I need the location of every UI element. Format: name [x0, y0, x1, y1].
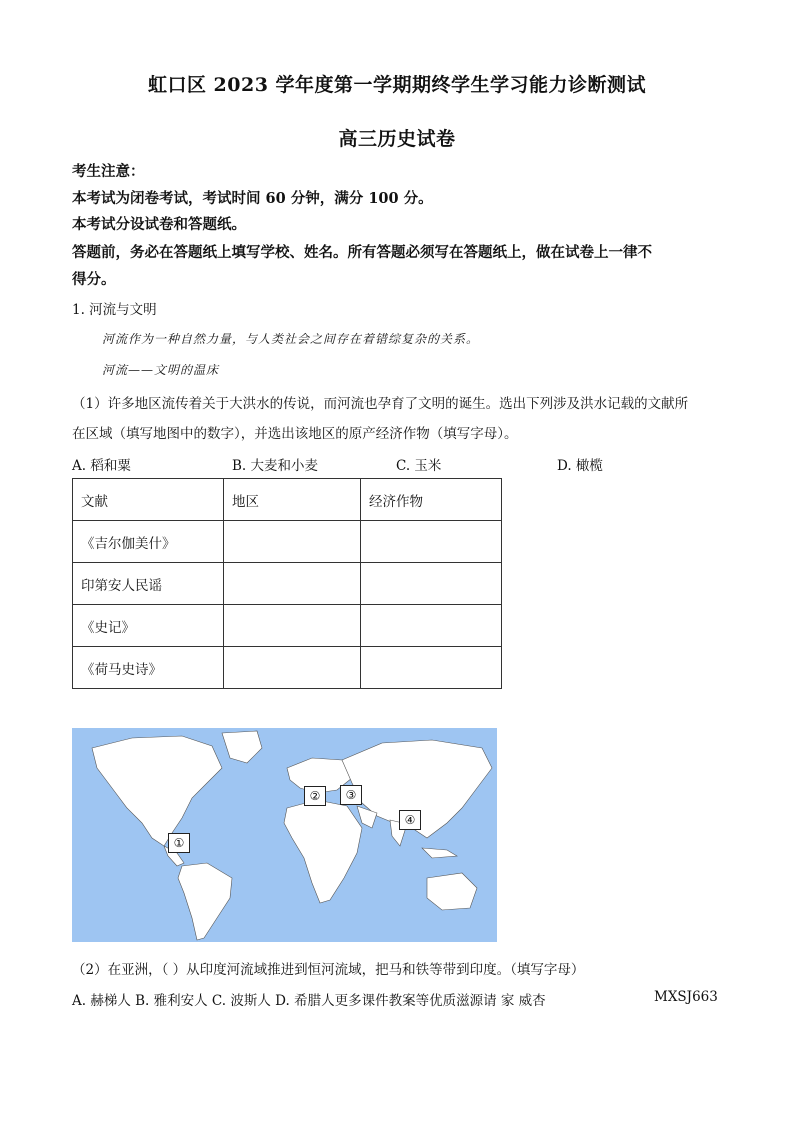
- option-a: A. 稻和粟: [72, 458, 131, 474]
- north-america-shape: [92, 736, 222, 846]
- question-part-1-cont: 在区域（填写地图中的数字），并选出该地区的原产经济作物（填写字母）。: [72, 426, 518, 442]
- table-cell-document: 印第安人民谣: [73, 563, 224, 605]
- document-code: MXSJ663: [654, 989, 718, 1005]
- notice-heading: 考生注意：: [72, 163, 145, 180]
- australia-shape: [427, 873, 477, 910]
- table-header: 地区: [224, 479, 361, 521]
- table-row: [73, 563, 502, 605]
- table-header: 文献: [73, 479, 224, 521]
- option-b: B. 大麦和小麦: [232, 458, 319, 474]
- table-row: [73, 605, 502, 647]
- exam-subtitle: 高三历史试卷: [338, 128, 456, 150]
- answer-table: [72, 478, 502, 689]
- world-map-graphic: [72, 728, 497, 942]
- africa-shape: [284, 800, 362, 903]
- map-marker-2: ②: [304, 786, 326, 806]
- table-cell-crop: [361, 563, 502, 605]
- greenland-shape: [222, 731, 262, 763]
- indonesia-shape: [422, 848, 457, 858]
- map-marker-4: ④: [399, 810, 421, 830]
- notice-line: 本考试为闭卷考试，考试时间 60 分钟，满分 100 分。: [72, 190, 433, 207]
- table-cell-document: 《吉尔伽美什》: [73, 521, 224, 563]
- map-marker-3: ③: [340, 785, 362, 805]
- table-cell-crop: [361, 605, 502, 647]
- table-cell-region: [224, 647, 361, 689]
- table-row: [73, 521, 502, 563]
- section-heading: 河流——文明的温床: [102, 363, 220, 377]
- table-header-row: [73, 479, 502, 521]
- table-row: [73, 647, 502, 689]
- notice-line: 答题前，务必在答题纸上填写学校、姓名。所有答题必须写在答题纸上，做在试卷上一律不: [72, 244, 652, 261]
- table-header: 经济作物: [361, 479, 502, 521]
- exam-title: 虹口区 2023 学年度第一学期期终学生学习能力诊断测试: [147, 74, 647, 96]
- notice-line: 本考试分设试卷和答题纸。: [72, 216, 246, 233]
- table-cell-region: [224, 563, 361, 605]
- table-cell-crop: [361, 647, 502, 689]
- south-america-shape: [178, 863, 232, 940]
- table-cell-document: 《史记》: [73, 605, 224, 647]
- option-d: D. 橄榄: [557, 458, 603, 474]
- question-part-2: （2）在亚洲，（ ）从印度河流域推进到恒河流域，把马和铁等带到印度。（填写字母）: [72, 962, 585, 978]
- options-part-2: A. 赫梯人 B. 雅利安人 C. 波斯人 D. 希腊人更多课件教案等优质滋源请 家 威杏: [72, 993, 546, 1009]
- notice-line: 得分。: [72, 271, 116, 288]
- table-cell-region: [224, 521, 361, 563]
- map-marker-1: ①: [168, 833, 190, 853]
- question-part-1: （1）许多地区流传着关于大洪水的传说，而河流也孕育了文明的诞生。选出下列涉及洪水记载的文献所: [72, 396, 689, 412]
- question-title: 1. 河流与文明: [72, 302, 157, 318]
- world-map: [72, 728, 497, 942]
- question-intro: 河流作为一种自然力量，与人类社会之间存在着错综复杂的关系。: [102, 332, 480, 346]
- table-cell-crop: [361, 521, 502, 563]
- table-cell-document: 《荷马史诗》: [73, 647, 224, 689]
- table-cell-region: [224, 605, 361, 647]
- option-c: C. 玉米: [396, 458, 442, 474]
